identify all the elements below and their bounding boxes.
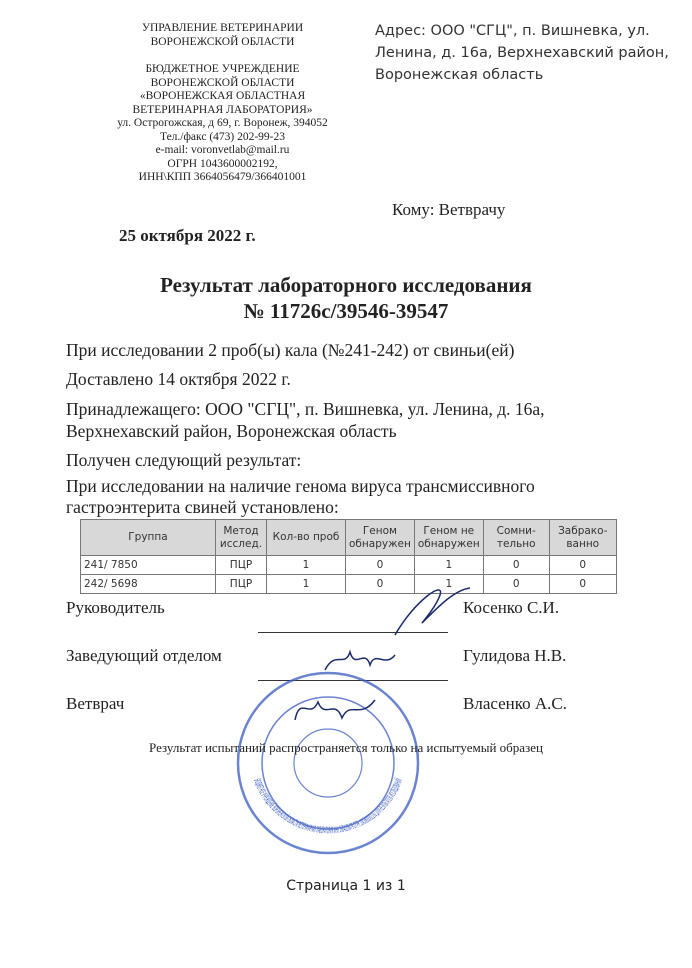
cell: 0 [346,556,415,575]
signature-name: Власенко А.С. [463,694,568,713]
signature-role: Ветврач [66,694,125,713]
column-header: Геном не обнаружен [414,520,483,556]
paragraph: Доставлено 14 октября 2022 г. [66,369,291,389]
signature-name: Гулидова Н.В. [463,646,567,665]
stamp-text [251,772,407,837]
column-header: Геном обнаружен [346,520,415,556]
signature-role: Заведующий отделом [66,646,222,665]
column-header: Сомни-тельно [483,520,549,556]
cell: 242/ 5698 [81,575,216,594]
table-header-row [81,520,617,556]
signature-gulidova [320,640,400,680]
cell: 0 [346,575,415,594]
signature-kosenko [385,580,475,640]
org-line: ул. Острогожская, д 69, г. Воронеж, 394052 [117,117,328,129]
org-line: ВЕТЕРИНАРНАЯ ЛАБОРАТОРИЯ» [132,103,313,116]
org-line: Тел./факс (473) 202-99-23 [159,130,286,143]
signature-vlasenko [290,690,380,730]
org-line: ВОРОНЕЖСКОЙ ОБЛАСТИ [150,35,295,48]
cell: 1 [267,556,346,575]
table-row [81,575,617,594]
column-header: Кол-во проб [267,520,346,556]
cell: 1 [414,575,483,594]
signature-role: Руководитель [66,598,165,617]
org-line: ВОРОНЕЖСКОЙ ОБЛАСТИ [150,76,295,89]
column-header: Метод исслед. [216,520,267,556]
document-title [0,272,692,324]
cell: 1 [267,575,346,594]
org-line: УПРАВЛЕНИЕ ВЕТЕРИНАРИИ [141,22,304,34]
validity-note: Результат испытаний распространяется только на испытуемый образец [149,740,543,755]
title-line: Результат лабораторного исследования [160,273,532,297]
title-number: № 11726с/39546-39547 [243,299,449,323]
cell: 241/ 7850 [81,556,216,575]
cell: 0 [549,575,616,594]
paragraph: Верхнехавский район, Воронежская область [66,421,397,441]
org-line: БЮДЖЕТНОЕ УЧРЕЖДЕНИЕ [145,63,300,75]
table-row [81,556,617,575]
cell: ПЦР [216,556,267,575]
org-line: ИНН\КПП 3664056479/366401001 [138,171,307,183]
column-header: Забрако-ванно [549,520,616,556]
document-date: 25 октября 2022 г. [119,226,256,245]
org-line: e-mail: voronvetlab@mail.ru [155,144,290,156]
paragraph: При исследовании на наличие генома вируса трансмиссивного [66,476,535,496]
paragraph: Получен следующий результат: [66,450,302,470]
cell: 0 [483,556,549,575]
paragraph: Принадлежащего: ООО "СГЦ", п. Вишневка, ул. Ленина, д. 16а, [66,399,545,419]
cell: 1 [414,556,483,575]
cell: ПЦР [216,575,267,594]
results-table [80,519,617,594]
cell: 0 [483,575,549,594]
signature-name: Косенко С.И. [463,598,560,617]
column-header: Группа [81,520,216,556]
address: Адрес: ООО "СГЦ", п. Вишневка, ул. Ленина, д. 16а, Верхнехавский район, Воронежская область [375,23,669,83]
recipient: Кому: Ветврачу [392,200,506,219]
organization-header [70,22,375,185]
page-number: Страница 1 из 1 [286,878,406,894]
paragraph: гастроэнтерита свиней установлено: [66,497,339,517]
org-line: ОГРН 1043600002192, [167,157,278,170]
cell: 0 [549,556,616,575]
stamp-ring-text: БЮДЖЕТНОЕ УЧРЕЖДЕНИЕ ВОРОНЕЖСКОЙ ОБЛАСТИ ВЕТЕРИНАРНАЯ ЛАБОРАТОРИЯ ИНН 3664056479 ОГРН 1043600002192 ДЛЯ РЕЗУЛЬТАТОВ ИССЛЕДОВАНИЙ [251,772,407,837]
org-line: «ВОРОНЕЖСКАЯ ОБЛАСТНАЯ [139,90,306,102]
paragraph: При исследовании 2 проб(ы) кала (№241-242) от свиньи(ей) [66,340,515,360]
